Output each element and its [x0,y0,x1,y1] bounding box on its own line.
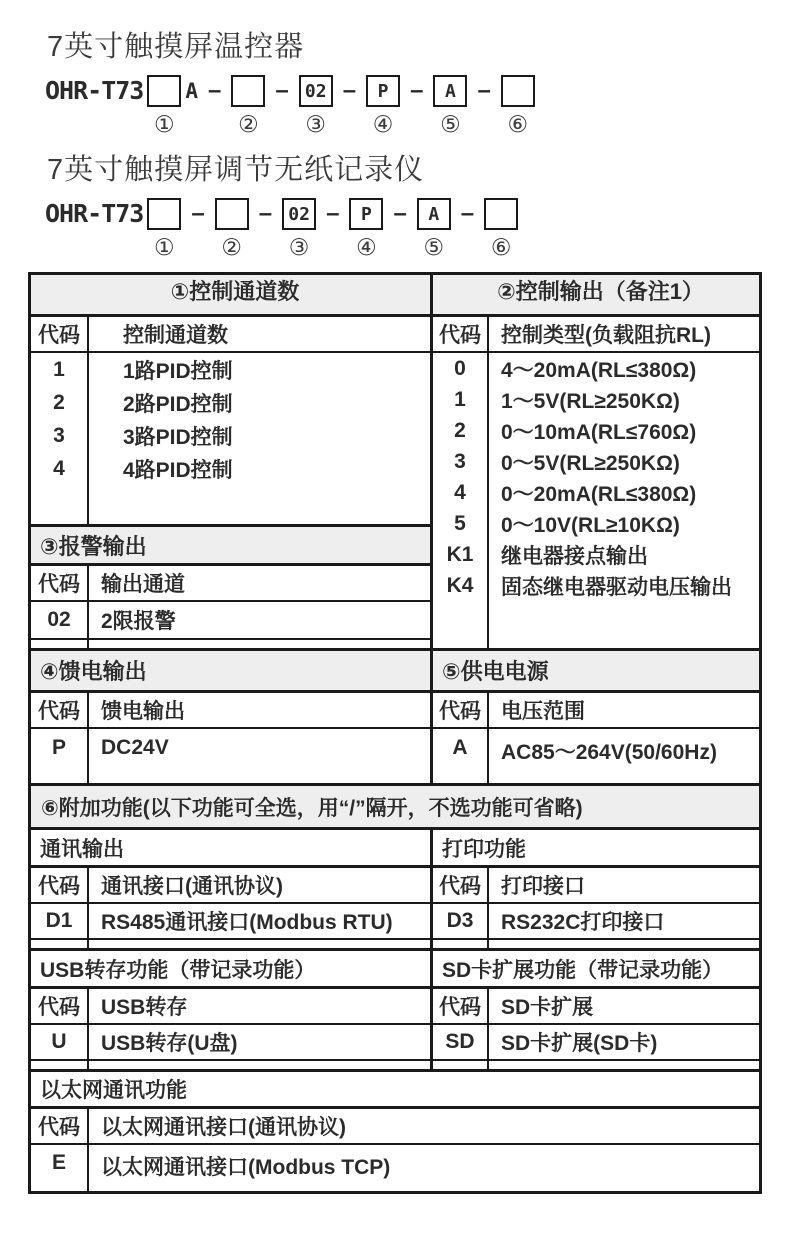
code-cell: U [31,1025,89,1059]
model-suffix-letter: A [185,79,199,103]
code-cell: 4 [433,477,489,508]
column-header-row [433,317,759,353]
code-cell: K4 [433,570,489,601]
model-slot [282,197,316,260]
column-header-row [31,868,430,904]
code-cell: D1 [31,904,89,938]
code-cell: 5 [433,508,489,539]
model-slot [147,197,181,260]
model-box-line [501,74,535,108]
model-box-line [366,74,400,108]
feed-output-rows [31,729,430,783]
ordering-table [28,272,762,1194]
table-row [31,904,430,940]
desc-cell: 1路PID控制 [123,359,233,383]
dash-separator: – [326,200,340,227]
table-row [31,419,430,452]
desc-cell: 0～10mA(RL≤760Ω) [501,420,697,444]
desc-cell: 固态继电器驱动电压输出 [501,575,732,599]
desc-cell: RS232C打印接口 [501,911,665,934]
desc-cell: 继电器接点输出 [501,544,648,568]
product-block-temp-controller [47,24,790,137]
code-cell: P [31,729,89,783]
dash-separator: – [275,77,289,104]
column-header-row [31,989,430,1025]
code-cell: SD [433,1025,489,1059]
power-supply-rows [433,729,759,783]
right-column [433,317,759,648]
subsection-title-print-function: 打印功能 [433,830,759,868]
model-box [215,198,249,230]
table-row [433,508,759,539]
table-row [31,1145,759,1191]
model-slot [147,74,198,137]
code-cell: K1 [433,539,489,570]
model-box [484,198,518,230]
desc-cell: 0～10V(RL≥10KΩ) [501,513,680,537]
spacer-code-cell [433,940,489,948]
desc-cell: DC24V [101,736,169,759]
code-column-header: 代码 [31,566,89,600]
model-box: P [366,75,400,107]
product-title: 7英寸触摸屏调节无纸记录仪 [47,154,425,186]
desc-cell: 2限报警 [101,610,176,633]
table-row [433,384,759,415]
table-row [31,353,430,386]
model-box [147,198,181,230]
model-box-line [299,74,333,108]
usb-transfer-rows [31,1025,430,1061]
desc-cell: 4路PID控制 [123,458,233,482]
column-header-row [433,868,759,904]
table-row [31,729,430,783]
model-slot [484,197,518,260]
position-number-circle: ⑥ [507,111,529,137]
section-header-control-channels: ①控制通道数 [31,275,433,314]
spacer [433,940,759,948]
model-box: A [417,198,451,230]
model-slot [215,197,249,260]
desc-column-header: 以太网通讯接口(通讯协议) [101,1116,346,1139]
power-supply-section [433,651,759,783]
position-number-circle: ② [238,111,259,137]
usb-transfer-section [31,951,433,1069]
code-column-header: 代码 [31,868,89,902]
desc-cell: 2路PID控制 [123,392,233,416]
model-box [231,75,265,107]
position-number-circle: ⑤ [423,234,445,260]
code-column-header: 代码 [31,989,89,1023]
position-number-circle: ③ [305,111,327,137]
section-header-row [31,275,759,317]
dash-separator: – [393,200,407,227]
model-number-diagram [45,74,790,137]
feed-output-section [31,651,433,783]
dash-separator: – [258,200,273,227]
comm-print-row [31,830,759,951]
dash-separator: – [208,77,222,104]
column-header-row [31,1109,759,1145]
code-cell: 4 [31,452,89,485]
desc-cell: 4～20mA(RL≤380Ω) [501,358,697,382]
model-box-line [147,197,181,231]
code-column-header: 代码 [31,317,89,351]
control-output-rows [433,353,759,601]
table-row [31,452,430,485]
model-box-line [484,197,518,231]
section-header-additional-functions: ⑥附加功能(以下功能可全选，用“/”隔开，不选功能可省略) [31,786,759,830]
code-column-header: 代码 [31,693,89,727]
product-block-paperless-recorder [47,147,790,260]
section-header-control-output: ②控制输出（备注1） [433,275,759,314]
code-cell: E [31,1145,89,1191]
spacer-code-cell [31,1061,89,1069]
product-title: 7英寸触摸屏温控器 [47,31,305,63]
model-slot [299,74,333,137]
subsection-title-ethernet: 以太网通讯功能 [31,1072,759,1109]
position-number-circle: ④ [356,234,377,260]
column-header-row [433,693,759,729]
code-column-header: 代码 [433,989,489,1023]
table-row [433,904,759,940]
subsection-title-usb-transfer: USB转存功能（带记录功能） [31,951,430,989]
model-box-line [433,74,467,108]
table-row [433,1025,759,1061]
desc-column-header: 通讯接口(通讯协议) [101,875,283,898]
column-header-row [433,989,759,1025]
column-header-row [31,566,430,602]
model-prefix: OHR-T73 [45,199,144,228]
section-header-feed-output: ④馈电输出 [31,651,430,693]
desc-column-header: USB转存 [101,996,188,1019]
dash-separator: – [191,200,205,227]
model-number-diagram [45,197,790,260]
model-box-line [215,197,249,231]
spacer [31,1061,430,1069]
code-cell: 1 [433,384,489,415]
comm-output-section [31,830,433,948]
table-row [31,1025,430,1061]
spacer-code-cell [31,485,89,524]
desc-cell: USB转存(U盘) [101,1032,238,1055]
desc-cell: 1～5V(RL≥250KΩ) [501,389,680,413]
model-box [147,75,181,107]
print-function-section [433,830,759,948]
table-row [433,539,759,570]
code-cell: A [433,729,489,783]
desc-cell: 3路PID控制 [123,425,233,449]
model-box: A [433,75,467,107]
model-box-line [417,197,451,231]
power-sections-row [31,651,759,786]
model-box: 02 [282,198,316,230]
model-slot [349,197,383,260]
position-number-circle: ⑤ [440,111,461,137]
spacer [31,485,430,524]
dash-separator: – [460,200,475,227]
code-cell: 2 [31,386,89,419]
section-header-power-supply: ⑤供电电源 [433,651,759,693]
spacer-code-cell [31,940,89,948]
code-cell: 3 [433,446,489,477]
desc-cell: AC85～264V(50/60Hz) [501,741,717,764]
table-row [433,477,759,508]
dash-separator: – [410,77,424,104]
position-number-circle: ⑥ [490,234,512,260]
dash-separator: – [342,77,357,104]
left-column [31,317,433,648]
spacer [31,640,430,648]
model-slot [417,197,451,260]
sd-expansion-rows [433,1025,759,1061]
desc-column-header: 馈电输出 [101,700,185,723]
desc-column-header: 电压范围 [501,700,585,723]
desc-column-header: SD卡扩展 [501,996,594,1019]
position-number-circle: ④ [372,111,394,137]
position-number-circle: ① [154,234,175,260]
model-slot [366,74,400,137]
desc-column-header: 控制类型(负载阻抗RL) [501,324,711,347]
table-row [31,386,430,419]
code-cell: 0 [433,353,489,384]
code-cell: 2 [433,415,489,446]
comm-output-rows [31,904,430,940]
model-prefix: OHR-T73 [45,76,144,105]
table-row [433,729,759,783]
table-row [433,415,759,446]
position-number-circle: ③ [288,234,310,260]
sd-expansion-section [433,951,759,1069]
table-body-split [31,317,759,651]
model-box [501,75,535,107]
table-row [433,570,759,601]
column-header-row [31,693,430,729]
column-header-row [31,317,430,353]
usb-sd-row [31,951,759,1072]
model-box: P [349,198,383,230]
desc-cell: 0～5V(RL≥250KΩ) [501,451,680,475]
model-slot [231,74,265,137]
table-row [433,353,759,384]
desc-column-header: 输出通道 [101,573,185,596]
spacer-code-cell [433,601,489,648]
code-cell: 1 [31,353,89,386]
spacer [31,940,430,948]
spacer-code-cell [31,640,89,648]
alarm-output-rows [31,602,430,640]
code-column-header: 代码 [433,317,489,351]
model-box-line [231,74,265,108]
table-row [433,446,759,477]
desc-cell: 以太网通讯接口(Modbus TCP) [101,1156,391,1179]
code-column-header: 代码 [31,1109,89,1143]
table-row [31,602,430,640]
code-column-header: 代码 [433,693,489,727]
subsection-title-sd-expansion: SD卡扩展功能（带记录功能） [433,951,759,989]
code-cell: 02 [31,602,89,638]
dash-separator: – [477,77,491,104]
code-column-header: 代码 [433,868,489,902]
position-number-circle: ② [221,234,243,260]
desc-cell: 0～20mA(RL≤380Ω) [501,482,697,506]
ethernet-rows [31,1145,759,1191]
desc-cell: RS485通讯接口(Modbus RTU) [101,911,393,934]
spacer [433,601,759,648]
subsection-title-comm-output: 通讯输出 [31,830,430,868]
desc-cell: SD卡扩展(SD卡) [501,1032,658,1055]
code-cell: 3 [31,419,89,452]
desc-column-header: 打印接口 [501,875,585,898]
model-box-line [282,197,316,231]
position-number-circle: ① [154,111,175,137]
spacer-code-cell [433,1061,489,1069]
model-box: 02 [299,75,333,107]
model-box-line [349,197,383,231]
section-header-alarm-output: ③报警输出 [31,524,430,566]
model-box-line [147,74,198,108]
control-channel-rows [31,353,430,485]
print-function-rows [433,904,759,940]
code-cell: D3 [433,904,489,938]
model-slot [501,74,535,137]
spacer [433,1061,759,1069]
desc-column-header: 控制通道数 [123,324,228,347]
ethernet-section [31,1072,759,1191]
model-slot [433,74,467,137]
